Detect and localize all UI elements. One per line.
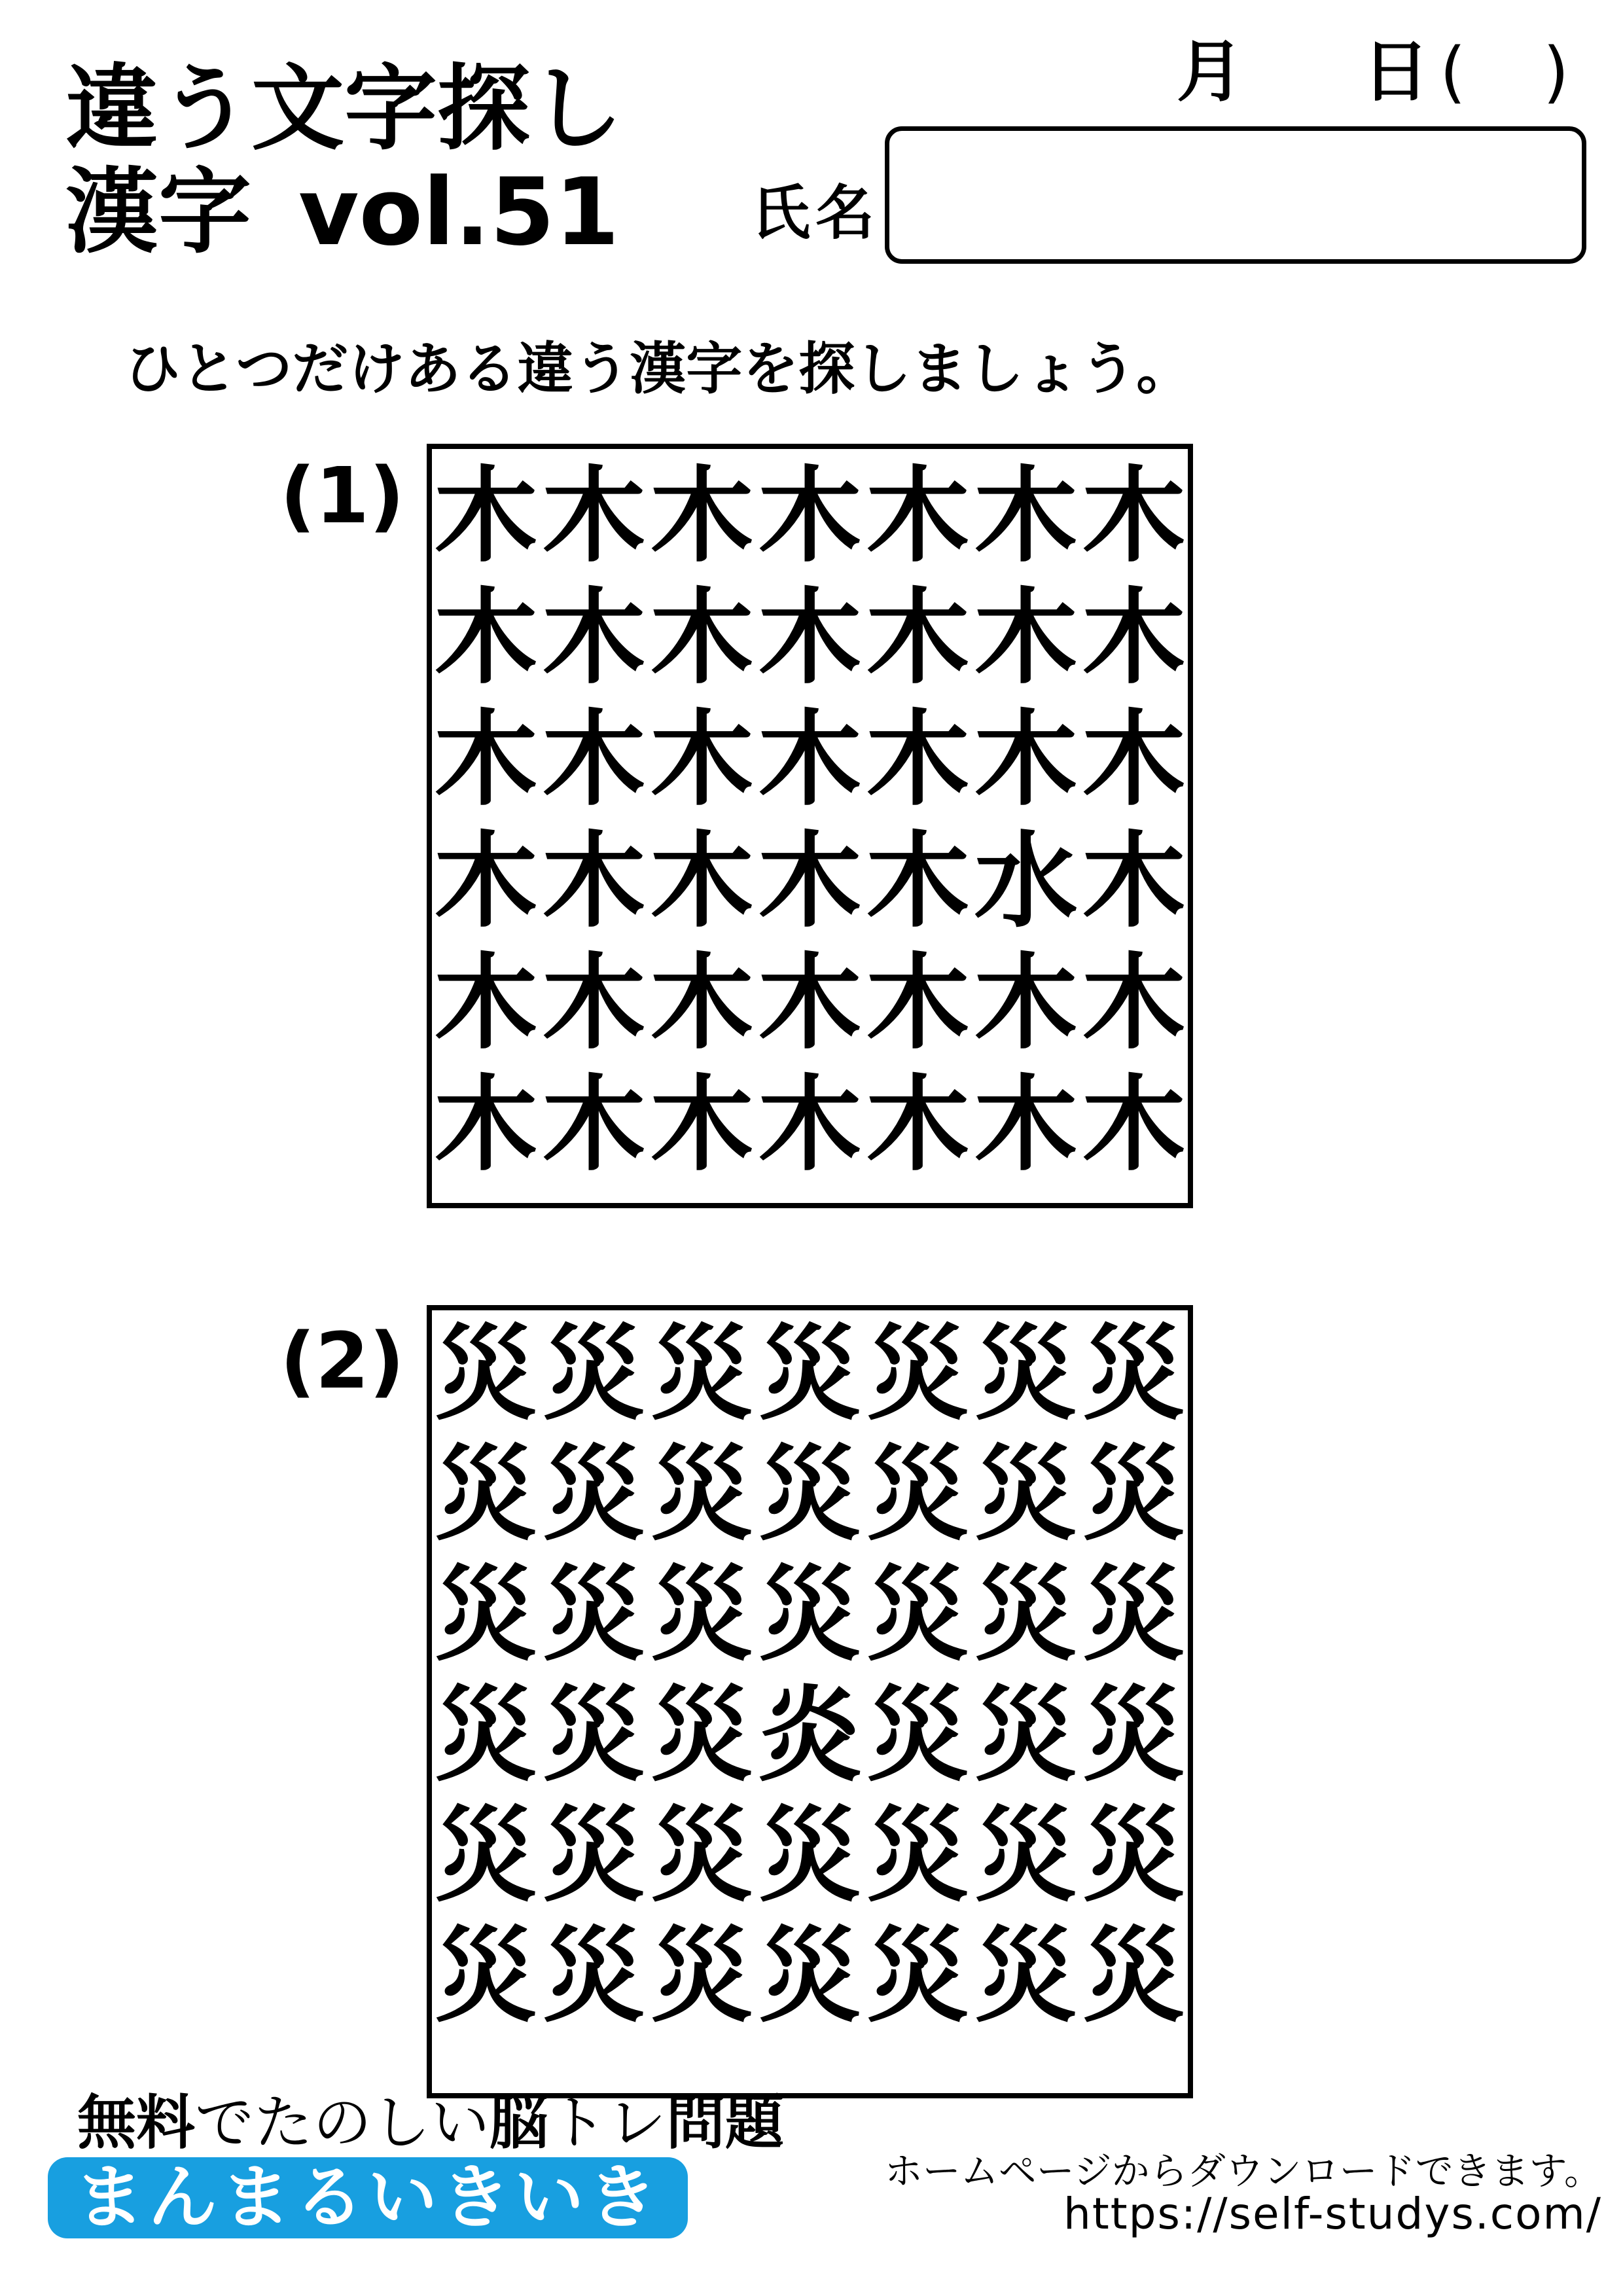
- kanji-cell[interactable]: 災: [1082, 1676, 1186, 1796]
- kanji-cell[interactable]: 災: [1082, 1555, 1186, 1676]
- site-url: https://self-studys.com/: [1063, 2189, 1602, 2239]
- kanji-cell[interactable]: 木: [974, 1065, 1078, 1185]
- date-line: [1177, 34, 1569, 111]
- instruction-text: ひとつだけある違う漢字を探しましょう。: [124, 336, 1193, 402]
- weekday-paren-open: (: [1440, 33, 1466, 111]
- kanji-cell[interactable]: 災: [434, 1916, 538, 2037]
- kanji-cell[interactable]: 木: [434, 700, 538, 820]
- kanji-cell[interactable]: 木: [866, 943, 970, 1064]
- kanji-cell[interactable]: 災: [974, 1555, 1078, 1676]
- kanji-cell[interactable]: 木: [434, 578, 538, 698]
- kanji-cell[interactable]: 災: [866, 1314, 970, 1435]
- kanji-cell[interactable]: 木: [758, 700, 862, 820]
- kanji-cell[interactable]: 災: [758, 1916, 862, 2037]
- kanji-cell[interactable]: 災: [650, 1435, 754, 1555]
- kanji-cell-odd[interactable]: 炎: [758, 1676, 862, 1796]
- weekday-paren-close: ): [1543, 33, 1569, 111]
- worksheet-title-line1: 違う文字探し: [65, 55, 623, 163]
- brand-segment: 無料: [77, 2088, 195, 2157]
- kanji-cell[interactable]: 災: [434, 1314, 538, 1435]
- download-note: ホームページからダウンロードできます。: [884, 2149, 1602, 2193]
- kanji-cell[interactable]: 災: [758, 1435, 862, 1555]
- kanji-cell[interactable]: 災: [542, 1314, 646, 1435]
- footer-brand-line: [77, 2088, 784, 2157]
- kanji-cell[interactable]: 木: [434, 821, 538, 942]
- kanji-cell[interactable]: 災: [866, 1676, 970, 1796]
- kanji-cell[interactable]: 木: [866, 821, 970, 942]
- puzzle-2-label: (2): [280, 1316, 404, 1406]
- name-input-box[interactable]: [885, 126, 1586, 264]
- kanji-cell[interactable]: 災: [758, 1555, 862, 1676]
- kanji-cell[interactable]: 災: [974, 1435, 1078, 1555]
- brand-segment: でたのしい: [195, 2089, 490, 2157]
- kanji-cell[interactable]: 災: [434, 1796, 538, 1916]
- kanji-cell[interactable]: 木: [1082, 700, 1186, 820]
- puzzle-2-grid: [432, 1310, 1188, 2093]
- kanji-cell[interactable]: 災: [434, 1676, 538, 1796]
- kanji-cell[interactable]: 木: [758, 456, 862, 577]
- kanji-cell[interactable]: 災: [650, 1676, 754, 1796]
- kanji-cell[interactable]: 災: [650, 1796, 754, 1916]
- kanji-cell[interactable]: 災: [974, 1796, 1078, 1916]
- kanji-cell[interactable]: 災: [1082, 1435, 1186, 1555]
- kanji-cell[interactable]: 木: [758, 821, 862, 942]
- kanji-cell[interactable]: 木: [1082, 578, 1186, 698]
- kanji-cell[interactable]: 災: [758, 1314, 862, 1435]
- worksheet-title-line2: [65, 158, 620, 266]
- kanji-cell[interactable]: 災: [650, 1916, 754, 2037]
- worksheet-title-kanji: 漢字: [65, 158, 251, 266]
- name-label: 氏名: [751, 179, 880, 247]
- kanji-cell[interactable]: 木: [434, 943, 538, 1064]
- brand-segment: 問題: [666, 2088, 784, 2157]
- kanji-cell[interactable]: 木: [758, 1065, 862, 1185]
- kanji-cell[interactable]: 災: [542, 1676, 646, 1796]
- kanji-cell[interactable]: 木: [650, 700, 754, 820]
- puzzle-2-box: [427, 1305, 1193, 2098]
- brand-segment: 脳: [490, 2088, 548, 2157]
- date-month-label: 月: [1177, 33, 1243, 111]
- kanji-cell[interactable]: 木: [1082, 456, 1186, 577]
- kanji-cell[interactable]: 木: [542, 1065, 646, 1185]
- kanji-cell[interactable]: 災: [974, 1314, 1078, 1435]
- kanji-cell-odd[interactable]: 水: [974, 821, 1078, 942]
- kanji-cell[interactable]: 木: [434, 1065, 538, 1185]
- kanji-cell[interactable]: 木: [542, 821, 646, 942]
- brand-badge: [48, 2157, 688, 2238]
- kanji-cell[interactable]: 木: [650, 943, 754, 1064]
- kanji-cell[interactable]: 災: [650, 1314, 754, 1435]
- kanji-cell[interactable]: 災: [1082, 1314, 1186, 1435]
- kanji-cell[interactable]: 災: [650, 1555, 754, 1676]
- kanji-cell[interactable]: 木: [542, 456, 646, 577]
- kanji-cell[interactable]: 木: [974, 943, 1078, 1064]
- brand-badge-text: まんまるいきいき: [75, 2157, 661, 2238]
- kanji-cell[interactable]: 木: [542, 943, 646, 1064]
- kanji-cell[interactable]: 木: [866, 700, 970, 820]
- kanji-cell[interactable]: 木: [542, 700, 646, 820]
- kanji-cell[interactable]: 木: [758, 578, 862, 698]
- worksheet-volume: vol.51: [298, 158, 620, 266]
- kanji-cell[interactable]: 災: [974, 1676, 1078, 1796]
- kanji-cell[interactable]: 木: [650, 821, 754, 942]
- kanji-cell[interactable]: 木: [758, 943, 862, 1064]
- kanji-cell[interactable]: 木: [974, 700, 1078, 820]
- date-day-label: 日: [1363, 33, 1429, 111]
- puzzle-1-box: [427, 444, 1193, 1208]
- kanji-cell[interactable]: 木: [650, 456, 754, 577]
- kanji-cell[interactable]: 災: [866, 1916, 970, 2037]
- kanji-cell[interactable]: 災: [974, 1916, 1078, 2037]
- kanji-cell[interactable]: 木: [974, 456, 1078, 577]
- kanji-cell[interactable]: 木: [1082, 1065, 1186, 1185]
- kanji-cell[interactable]: 災: [542, 1796, 646, 1916]
- kanji-cell[interactable]: 災: [866, 1555, 970, 1676]
- kanji-cell[interactable]: 災: [866, 1796, 970, 1916]
- puzzle-1-label: (1): [280, 450, 404, 541]
- kanji-cell[interactable]: 木: [866, 456, 970, 577]
- kanji-cell[interactable]: 災: [866, 1435, 970, 1555]
- kanji-cell[interactable]: 災: [1082, 1796, 1186, 1916]
- kanji-cell[interactable]: 木: [1082, 821, 1186, 942]
- kanji-cell[interactable]: 災: [758, 1796, 862, 1916]
- kanji-cell[interactable]: 災: [542, 1555, 646, 1676]
- kanji-cell[interactable]: 災: [542, 1916, 646, 2037]
- kanji-cell[interactable]: 災: [542, 1435, 646, 1555]
- kanji-cell[interactable]: 木: [866, 1065, 970, 1185]
- kanji-cell[interactable]: 木: [974, 578, 1078, 698]
- kanji-cell[interactable]: 木: [650, 578, 754, 698]
- kanji-cell[interactable]: 木: [542, 578, 646, 698]
- kanji-cell[interactable]: 災: [434, 1555, 538, 1676]
- kanji-cell[interactable]: 災: [434, 1435, 538, 1555]
- kanji-cell[interactable]: 木: [1082, 943, 1186, 1064]
- kanji-cell[interactable]: 木: [434, 456, 538, 577]
- puzzle-1-grid: [432, 449, 1188, 1203]
- kanji-cell[interactable]: 木: [866, 578, 970, 698]
- brand-segment: トレ: [548, 2089, 666, 2157]
- kanji-cell[interactable]: 木: [650, 1065, 754, 1185]
- kanji-cell[interactable]: 災: [1082, 1916, 1186, 2037]
